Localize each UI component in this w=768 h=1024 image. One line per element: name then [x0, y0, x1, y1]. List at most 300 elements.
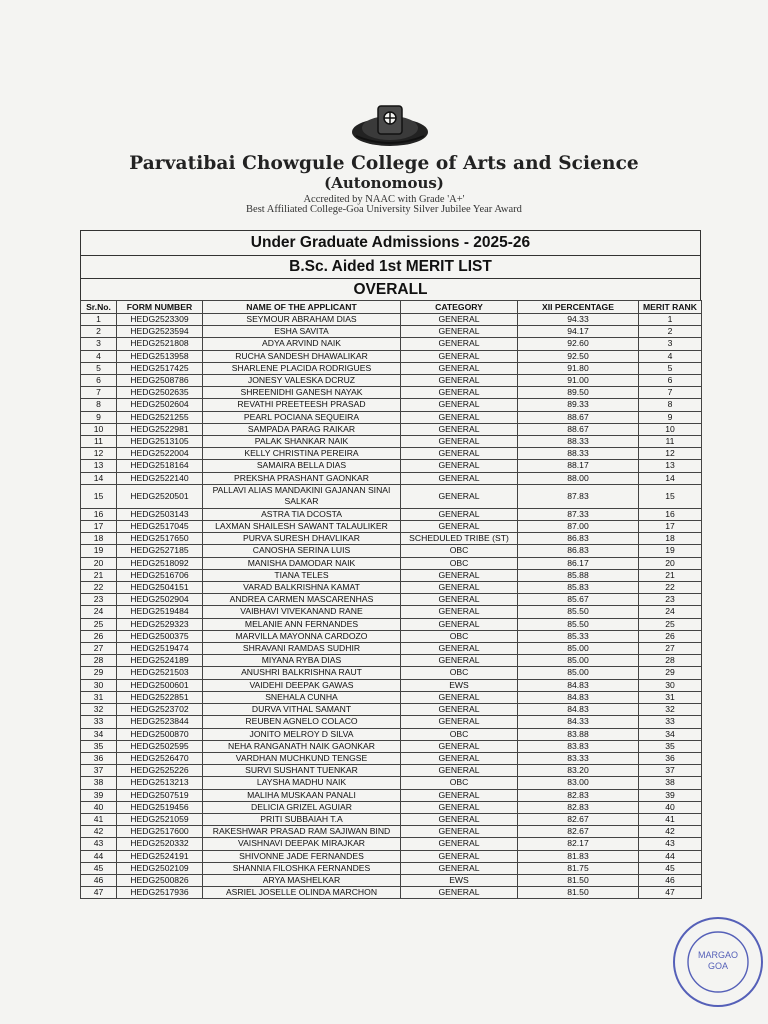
table-row [81, 655, 702, 667]
cell-xii-percentage: 81.83 [518, 850, 639, 862]
cell-applicant-name: MALIHA MUSKAAN PANALI [203, 789, 401, 801]
cell-srno: 31 [81, 691, 117, 703]
cell-applicant-name: REUBEN AGNELO COLACO [203, 716, 401, 728]
col-header-applicant-name: NAME OF THE APPLICANT [203, 301, 401, 314]
cell-applicant-name: DELICIA GRIZEL AGUIAR [203, 801, 401, 813]
table-row [81, 582, 702, 594]
cell-merit-rank: 1 [639, 314, 702, 326]
cell-category: GENERAL [401, 350, 518, 362]
table-row [81, 411, 702, 423]
svg-text:GOA: GOA [707, 961, 729, 971]
cell-form-number: HEDG2520332 [117, 838, 203, 850]
table-body [81, 314, 702, 899]
cell-srno: 33 [81, 716, 117, 728]
table-row [81, 460, 702, 472]
cell-srno: 15 [81, 484, 117, 508]
cell-merit-rank: 11 [639, 436, 702, 448]
cell-srno: 11 [81, 436, 117, 448]
cell-form-number: HEDG2502109 [117, 862, 203, 874]
cell-xii-percentage: 82.83 [518, 801, 639, 813]
cell-xii-percentage: 84.83 [518, 704, 639, 716]
cell-srno: 46 [81, 874, 117, 886]
cell-form-number: HEDG2524191 [117, 850, 203, 862]
cell-xii-percentage: 85.50 [518, 618, 639, 630]
table-row [81, 691, 702, 703]
cell-srno: 2 [81, 326, 117, 338]
cell-xii-percentage: 83.83 [518, 740, 639, 752]
cell-xii-percentage: 82.67 [518, 826, 639, 838]
cell-srno: 42 [81, 826, 117, 838]
svg-text:MARGAO: MARGAO [697, 950, 739, 960]
table-row [81, 569, 702, 581]
cell-category: GENERAL [401, 789, 518, 801]
cell-form-number: HEDG2517600 [117, 826, 203, 838]
cell-form-number: HEDG2520501 [117, 484, 203, 508]
cell-form-number: HEDG2518092 [117, 557, 203, 569]
cell-form-number: HEDG2523594 [117, 326, 203, 338]
cell-form-number: HEDG2517045 [117, 521, 203, 533]
cell-category: GENERAL [401, 740, 518, 752]
cell-category: GENERAL [401, 387, 518, 399]
cell-category: GENERAL [401, 862, 518, 874]
cell-category: OBC [401, 728, 518, 740]
cell-form-number: HEDG2500870 [117, 728, 203, 740]
cell-category: GENERAL [401, 436, 518, 448]
cell-category: OBC [401, 667, 518, 679]
cell-applicant-name: LAXMAN SHAILESH SAWANT TALAULIKER [203, 521, 401, 533]
table-row [81, 557, 702, 569]
cell-xii-percentage: 85.88 [518, 569, 639, 581]
cell-srno: 20 [81, 557, 117, 569]
admissions-title: Under Graduate Admissions - 2025-26 [80, 230, 701, 255]
cell-applicant-name: JONITO MELROY D SILVA [203, 728, 401, 740]
cell-merit-rank: 47 [639, 887, 702, 899]
table-row [81, 375, 702, 387]
cell-merit-rank: 26 [639, 630, 702, 642]
cell-merit-rank: 20 [639, 557, 702, 569]
cell-xii-percentage: 86.83 [518, 533, 639, 545]
cell-category: GENERAL [401, 508, 518, 520]
table-row [81, 704, 702, 716]
cell-category: GENERAL [401, 826, 518, 838]
cell-applicant-name: SURVI SUSHANT TUENKAR [203, 765, 401, 777]
cell-applicant-name: SHREENIDHI GANESH NAYAK [203, 387, 401, 399]
cell-merit-rank: 2 [639, 326, 702, 338]
cell-srno: 35 [81, 740, 117, 752]
cell-xii-percentage: 84.83 [518, 679, 639, 691]
cell-merit-rank: 42 [639, 826, 702, 838]
cell-srno: 24 [81, 606, 117, 618]
cell-xii-percentage: 85.83 [518, 582, 639, 594]
cell-form-number: HEDG2513958 [117, 350, 203, 362]
cell-category: GENERAL [401, 887, 518, 899]
cell-merit-rank: 15 [639, 484, 702, 508]
table-row [81, 533, 702, 545]
cell-form-number: HEDG2502635 [117, 387, 203, 399]
cell-merit-rank: 30 [639, 679, 702, 691]
cell-xii-percentage: 88.67 [518, 423, 639, 435]
table-row [81, 630, 702, 642]
cell-srno: 38 [81, 777, 117, 789]
cell-xii-percentage: 88.33 [518, 436, 639, 448]
cell-form-number: HEDG2525226 [117, 765, 203, 777]
cell-merit-rank: 45 [639, 862, 702, 874]
cell-applicant-name: CANOSHA SERINA LUIS [203, 545, 401, 557]
cell-merit-rank: 43 [639, 838, 702, 850]
cell-srno: 30 [81, 679, 117, 691]
cell-merit-rank: 27 [639, 643, 702, 655]
cell-form-number: HEDG2519474 [117, 643, 203, 655]
cell-merit-rank: 38 [639, 777, 702, 789]
cell-form-number: HEDG2521059 [117, 813, 203, 825]
table-row [81, 740, 702, 752]
table-row [81, 448, 702, 460]
cell-merit-rank: 10 [639, 423, 702, 435]
col-header-category: CATEGORY [401, 301, 518, 314]
cell-category: GENERAL [401, 704, 518, 716]
table-row [81, 716, 702, 728]
cell-category: GENERAL [401, 752, 518, 764]
cell-merit-rank: 33 [639, 716, 702, 728]
cell-applicant-name: PALAK SHANKAR NAIK [203, 436, 401, 448]
cell-form-number: HEDG2522004 [117, 448, 203, 460]
cell-srno: 14 [81, 472, 117, 484]
table-row [81, 314, 702, 326]
cell-srno: 13 [81, 460, 117, 472]
cell-merit-rank: 31 [639, 691, 702, 703]
table-row [81, 643, 702, 655]
cell-merit-rank: 5 [639, 362, 702, 374]
cell-form-number: HEDG2523309 [117, 314, 203, 326]
table-row [81, 399, 702, 411]
cell-srno: 45 [81, 862, 117, 874]
cell-category: GENERAL [401, 691, 518, 703]
cell-form-number: HEDG2522851 [117, 691, 203, 703]
cell-applicant-name: ANDREA CARMEN MASCARENHAS [203, 594, 401, 606]
cell-applicant-name: MARVILLA MAYONNA CARDOZO [203, 630, 401, 642]
cell-xii-percentage: 85.00 [518, 643, 639, 655]
table-row [81, 862, 702, 874]
table-row [81, 765, 702, 777]
cell-xii-percentage: 85.67 [518, 594, 639, 606]
cell-category: GENERAL [401, 582, 518, 594]
cell-applicant-name: ASRIEL JOSELLE OLINDA MARCHON [203, 887, 401, 899]
cell-applicant-name: MELANIE ANN FERNANDES [203, 618, 401, 630]
cell-applicant-name: SAMPADA PARAG RAIKAR [203, 423, 401, 435]
cell-merit-rank: 39 [639, 789, 702, 801]
cell-form-number: HEDG2523702 [117, 704, 203, 716]
cell-xii-percentage: 82.83 [518, 789, 639, 801]
cell-srno: 3 [81, 338, 117, 350]
cell-applicant-name: RAKESHWAR PRASAD RAM SAJIWAN BIND [203, 826, 401, 838]
cell-xii-percentage: 86.17 [518, 557, 639, 569]
cell-merit-rank: 35 [639, 740, 702, 752]
cell-category: OBC [401, 557, 518, 569]
cell-merit-rank: 25 [639, 618, 702, 630]
cell-merit-rank: 21 [639, 569, 702, 581]
table-row [81, 618, 702, 630]
cell-form-number: HEDG2527185 [117, 545, 203, 557]
cell-srno: 4 [81, 350, 117, 362]
cell-category: GENERAL [401, 362, 518, 374]
cell-applicant-name: SHIVONNE JADE FERNANDES [203, 850, 401, 862]
table-row [81, 606, 702, 618]
cell-srno: 18 [81, 533, 117, 545]
cell-category: GENERAL [401, 411, 518, 423]
cell-category: GENERAL [401, 643, 518, 655]
cell-form-number: HEDG2518164 [117, 460, 203, 472]
cell-xii-percentage: 88.67 [518, 411, 639, 423]
table-row [81, 728, 702, 740]
cell-applicant-name: SAMAIRA BELLA DIAS [203, 460, 401, 472]
cell-xii-percentage: 83.00 [518, 777, 639, 789]
table-row [81, 423, 702, 435]
college-seal-stamp [666, 910, 766, 1010]
cell-form-number: HEDG2519456 [117, 801, 203, 813]
cell-form-number: HEDG2500601 [117, 679, 203, 691]
award-line: Best Affiliated College-Goa University Silver Jubilee Year Award [246, 204, 522, 215]
cell-xii-percentage: 89.33 [518, 399, 639, 411]
cell-xii-percentage: 87.83 [518, 484, 639, 508]
cell-srno: 23 [81, 594, 117, 606]
cell-form-number: HEDG2502604 [117, 399, 203, 411]
cell-xii-percentage: 89.50 [518, 387, 639, 399]
cell-category: GENERAL [401, 375, 518, 387]
cell-category: GENERAL [401, 801, 518, 813]
cell-merit-rank: 36 [639, 752, 702, 764]
table-row [81, 350, 702, 362]
cell-applicant-name: VARAD BALKRISHNA KAMAT [203, 582, 401, 594]
col-header-form-number: FORM NUMBER [117, 301, 203, 314]
cell-form-number: HEDG2513105 [117, 436, 203, 448]
cell-category: GENERAL [401, 765, 518, 777]
cell-form-number: HEDG2523844 [117, 716, 203, 728]
col-header-xii-percentage: XII PERCENTAGE [518, 301, 639, 314]
cell-xii-percentage: 85.00 [518, 655, 639, 667]
cell-applicant-name: VARDHAN MUCHKUND TENGSE [203, 752, 401, 764]
cell-merit-rank: 18 [639, 533, 702, 545]
cell-xii-percentage: 85.50 [518, 606, 639, 618]
cell-form-number: HEDG2513213 [117, 777, 203, 789]
cell-applicant-name: VAISHNAVI DEEPAK MIRAJKAR [203, 838, 401, 850]
cell-applicant-name: ADYA ARVIND NAIK [203, 338, 401, 350]
cell-category: EWS [401, 679, 518, 691]
table-row [81, 436, 702, 448]
table-row [81, 508, 702, 520]
cell-form-number: HEDG2521808 [117, 338, 203, 350]
cell-xii-percentage: 91.80 [518, 362, 639, 374]
cell-merit-rank: 9 [639, 411, 702, 423]
cell-applicant-name: NEHA RANGANATH NAIK GAONKAR [203, 740, 401, 752]
cell-srno: 16 [81, 508, 117, 520]
cell-applicant-name: LAYSHA MADHU NAIK [203, 777, 401, 789]
cell-applicant-name: RUCHA SANDESH DHAWALIKAR [203, 350, 401, 362]
merit-table [80, 300, 702, 899]
cell-srno: 5 [81, 362, 117, 374]
cell-xii-percentage: 83.33 [518, 752, 639, 764]
cell-applicant-name: DURVA VITHAL SAMANT [203, 704, 401, 716]
cell-srno: 43 [81, 838, 117, 850]
table-row [81, 362, 702, 374]
cell-applicant-name: VAIDEHI DEEPAK GAWAS [203, 679, 401, 691]
cell-applicant-name: KELLY CHRISTINA PEREIRA [203, 448, 401, 460]
cell-category: OBC [401, 630, 518, 642]
cell-xii-percentage: 88.33 [518, 448, 639, 460]
cell-srno: 37 [81, 765, 117, 777]
cell-applicant-name: ASTRA TIA DCOSTA [203, 508, 401, 520]
table-row [81, 338, 702, 350]
table-row [81, 521, 702, 533]
col-header-merit-rank: MERIT RANK [639, 301, 702, 314]
table-row [81, 326, 702, 338]
cell-category: GENERAL [401, 326, 518, 338]
cell-merit-rank: 12 [639, 448, 702, 460]
cell-merit-rank: 29 [639, 667, 702, 679]
cell-category: GENERAL [401, 569, 518, 581]
table-row [81, 679, 702, 691]
cell-merit-rank: 46 [639, 874, 702, 886]
cell-xii-percentage: 83.20 [518, 765, 639, 777]
cell-form-number: HEDG2517425 [117, 362, 203, 374]
cell-xii-percentage: 81.75 [518, 862, 639, 874]
cell-srno: 41 [81, 813, 117, 825]
table-row [81, 667, 702, 679]
college-crest-logo [350, 98, 430, 150]
cell-form-number: HEDG2503143 [117, 508, 203, 520]
cell-xii-percentage: 81.50 [518, 874, 639, 886]
cell-form-number: HEDG2500375 [117, 630, 203, 642]
cell-srno: 9 [81, 411, 117, 423]
cell-form-number: HEDG2508786 [117, 375, 203, 387]
table-row [81, 752, 702, 764]
table-row [81, 887, 702, 899]
cell-form-number: HEDG2522140 [117, 472, 203, 484]
cell-srno: 17 [81, 521, 117, 533]
cell-category: GENERAL [401, 521, 518, 533]
cell-xii-percentage: 82.67 [518, 813, 639, 825]
cell-applicant-name: ARYA MASHELKAR [203, 874, 401, 886]
cell-srno: 29 [81, 667, 117, 679]
cell-applicant-name: ESHA SAVITA [203, 326, 401, 338]
cell-xii-percentage: 85.33 [518, 630, 639, 642]
merit-list-title: B.Sc. Aided 1st MERIT LIST [80, 255, 701, 278]
cell-merit-rank: 6 [639, 375, 702, 387]
cell-category: GENERAL [401, 448, 518, 460]
cell-merit-rank: 19 [639, 545, 702, 557]
cell-xii-percentage: 94.33 [518, 314, 639, 326]
cell-srno: 6 [81, 375, 117, 387]
cell-form-number: HEDG2522981 [117, 423, 203, 435]
cell-category: GENERAL [401, 838, 518, 850]
cell-form-number: HEDG2526470 [117, 752, 203, 764]
cell-xii-percentage: 82.17 [518, 838, 639, 850]
cell-applicant-name: VAIBHAVI VIVEKANAND RANE [203, 606, 401, 618]
cell-applicant-name: MIYANA RYBA DIAS [203, 655, 401, 667]
cell-srno: 36 [81, 752, 117, 764]
table-row [81, 777, 702, 789]
cell-applicant-name: SHARLENE PLACIDA RODRIGUES [203, 362, 401, 374]
cell-category: GENERAL [401, 460, 518, 472]
cell-merit-rank: 8 [639, 399, 702, 411]
cell-category: GENERAL [401, 594, 518, 606]
cell-category: GENERAL [401, 813, 518, 825]
cell-form-number: HEDG2500826 [117, 874, 203, 886]
cell-merit-rank: 3 [639, 338, 702, 350]
cell-merit-rank: 17 [639, 521, 702, 533]
table-row [81, 789, 702, 801]
cell-category: EWS [401, 874, 518, 886]
cell-form-number: HEDG2521503 [117, 667, 203, 679]
cell-form-number: HEDG2521255 [117, 411, 203, 423]
cell-srno: 22 [81, 582, 117, 594]
table-row [81, 850, 702, 862]
cell-applicant-name: SHANNIA FILOSHKA FERNANDES [203, 862, 401, 874]
cell-xii-percentage: 94.17 [518, 326, 639, 338]
cell-srno: 44 [81, 850, 117, 862]
cell-category: GENERAL [401, 484, 518, 508]
cell-category: GENERAL [401, 618, 518, 630]
cell-merit-rank: 13 [639, 460, 702, 472]
table-row [81, 484, 702, 508]
cell-category: GENERAL [401, 472, 518, 484]
cell-srno: 8 [81, 399, 117, 411]
cell-xii-percentage: 83.88 [518, 728, 639, 740]
table-row [81, 813, 702, 825]
cell-merit-rank: 44 [639, 850, 702, 862]
cell-xii-percentage: 86.83 [518, 545, 639, 557]
cell-applicant-name: TIANA TELES [203, 569, 401, 581]
cell-srno: 34 [81, 728, 117, 740]
col-header-srno: Sr.No. [81, 301, 117, 314]
cell-category: GENERAL [401, 399, 518, 411]
cell-srno: 19 [81, 545, 117, 557]
cell-srno: 27 [81, 643, 117, 655]
cell-applicant-name: PURVA SURESH DHAVLIKAR [203, 533, 401, 545]
cell-xii-percentage: 84.33 [518, 716, 639, 728]
cell-applicant-name: PREKSHA PRASHANT GAONKAR [203, 472, 401, 484]
accreditation-line: Accredited by NAAC with Grade 'A+' [303, 194, 465, 205]
table-header-row [81, 301, 702, 314]
cell-merit-rank: 23 [639, 594, 702, 606]
college-status: (Autonomous) [324, 174, 444, 192]
cell-category: OBC [401, 545, 518, 557]
table-row [81, 874, 702, 886]
cell-applicant-name: ANUSHRI BALKRISHNA RAUT [203, 667, 401, 679]
cell-applicant-name: JONESY VALESKA DCRUZ [203, 375, 401, 387]
cell-category: GENERAL [401, 338, 518, 350]
table-row [81, 826, 702, 838]
cell-xii-percentage: 87.33 [518, 508, 639, 520]
section-title: OVERALL [80, 278, 701, 300]
cell-srno: 40 [81, 801, 117, 813]
cell-form-number: HEDG2517936 [117, 887, 203, 899]
table-row [81, 801, 702, 813]
cell-applicant-name: PRITI SUBBAIAH T.A [203, 813, 401, 825]
cell-srno: 28 [81, 655, 117, 667]
cell-merit-rank: 7 [639, 387, 702, 399]
cell-xii-percentage: 87.00 [518, 521, 639, 533]
cell-xii-percentage: 88.17 [518, 460, 639, 472]
cell-form-number: HEDG2516706 [117, 569, 203, 581]
cell-applicant-name: SHRAVANI RAMDAS SUDHIR [203, 643, 401, 655]
cell-srno: 47 [81, 887, 117, 899]
cell-form-number: HEDG2529323 [117, 618, 203, 630]
cell-xii-percentage: 91.00 [518, 375, 639, 387]
college-name: Parvatibai Chowgule College of Arts and Science [129, 153, 639, 174]
cell-merit-rank: 24 [639, 606, 702, 618]
cell-srno: 21 [81, 569, 117, 581]
cell-srno: 10 [81, 423, 117, 435]
